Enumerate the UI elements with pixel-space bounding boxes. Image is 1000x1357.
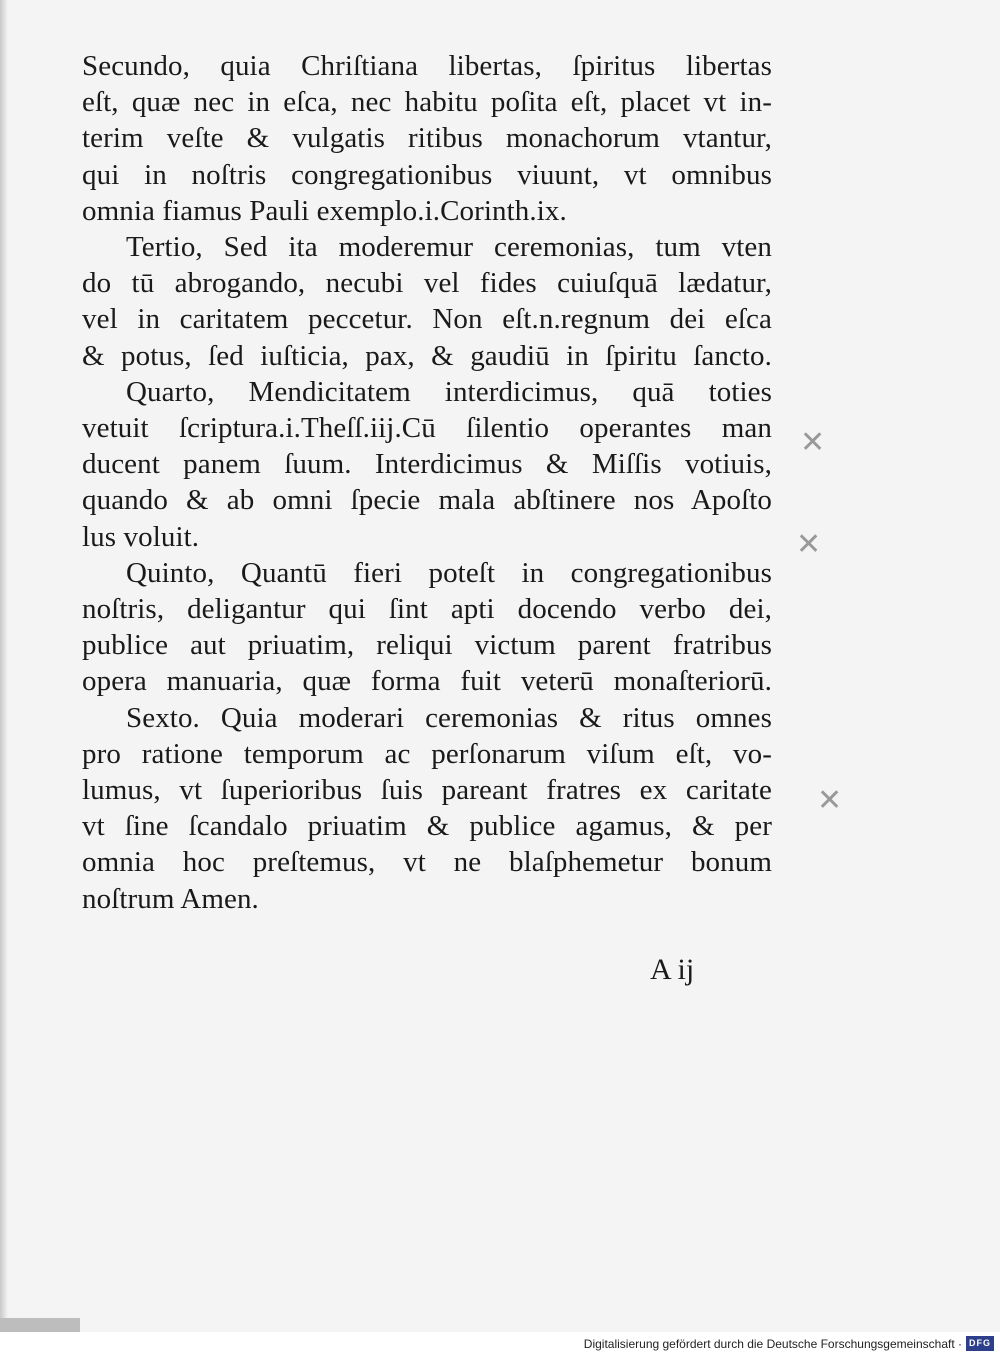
text-line: pro ratione temporum ac perſonarum viſum eſt, vo-	[82, 737, 772, 770]
text-line: opera manuaria, quæ forma fuit veterū monaſteriorū.	[82, 665, 772, 698]
text-line: qui in noſtris congregationibus viuunt, vt omnibus	[82, 158, 772, 191]
text-line: vt ſine ſcandalo priuatim & publice agamus, & per	[82, 810, 772, 843]
body-text	[82, 48, 772, 917]
text-line: lus voluit.	[82, 520, 200, 553]
text-line: & potus, ſed iuſticia, pax, & gaudiū in ſpiritu ſancto.	[82, 339, 772, 372]
text-line: quando & ab omni ſpecie mala abſtinere nos Apoſto	[82, 484, 772, 517]
text-line: terim veſte & vulgatis ritibus monachorum vtantur,	[82, 122, 772, 155]
text-line: publice aut priuatim, reliqui victum parent fratribus	[82, 629, 772, 662]
text-line: lumus, vt ſuperioribus ſuis pareant fratres ex caritate	[82, 774, 772, 807]
footer-credit: Digitalisierung gefördert durch die Deutsche Forschungsgemeinschaft ·	[583, 1337, 962, 1351]
margin-cross-mark-icon: ✕	[817, 783, 843, 818]
text-line: Quarto, Mendicitatem interdicimus, quā toties	[126, 375, 772, 408]
text-line: ducent panem ſuum. Interdicimus & Miſſis votiuis,	[82, 448, 772, 481]
margin-cross-mark-icon: ✕	[796, 527, 822, 562]
page-edge-shadow	[0, 0, 8, 1332]
dfg-logo-icon: DFG	[966, 1336, 994, 1351]
text-line: do tū abrogando, necubi vel fides cuiuſquā lædatur,	[82, 267, 772, 300]
text-line: noſtris, deligantur qui ſint apti docendo verbo dei,	[82, 593, 772, 626]
footer-bar	[0, 1332, 1000, 1357]
text-line: Secundo, quia Chriſtiana libertas, ſpiritus libertas	[82, 50, 772, 82]
text-line: omnia hoc preſtemus, vt ne blaſphemetur bonum	[82, 846, 772, 879]
text-line: vetuit ſcriptura.i.Theſſ.iij.Cū ſilentio operantes man	[82, 412, 772, 445]
text-line: omnia fiamus Pauli exemplo.i.Corinth.ix.	[82, 194, 567, 227]
text-line: Tertio, Sed ita moderemur ceremonias, tum vten	[126, 231, 772, 264]
page-corner-shadow	[0, 1318, 80, 1332]
text-line: Quinto, Quantū fieri poteſt in congregationibus	[126, 556, 772, 589]
text-line: Sexto. Quia moderari ceremonias & ritus omnes	[126, 701, 772, 734]
text-line: eſt, quæ nec in eſca, nec habitu poſita eſt, placet vt in-	[82, 86, 772, 119]
text-line: noſtrum Amen.	[82, 882, 259, 915]
text-line: vel in caritatem peccetur. Non eſt.n.regnum dei eſca	[82, 303, 772, 336]
signature-mark: A ij	[650, 953, 695, 986]
margin-cross-mark-icon: ✕	[800, 425, 826, 460]
